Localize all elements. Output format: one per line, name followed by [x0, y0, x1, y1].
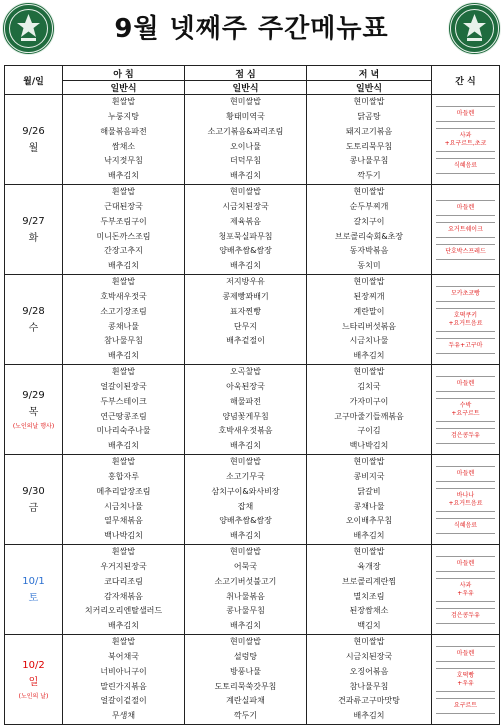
snack-item: 모카초코빵 [436, 286, 495, 302]
dinner-item: 오이배추무침 [345, 516, 393, 526]
snack-cell [432, 455, 500, 545]
day-row [5, 95, 500, 185]
dinner-item: 도토리묵무침 [345, 141, 393, 151]
lunch-item: 더덕무침 [230, 156, 261, 166]
breakfast-item: 근대된장국 [104, 201, 143, 211]
lunch-item: 양배추쌈&쌈장 [219, 516, 272, 526]
dinner-cell [307, 545, 432, 635]
lunch-item: 배추김치 [230, 531, 261, 541]
breakfast-cell [63, 635, 185, 725]
lunch-item: 현미쌀밥 [230, 187, 261, 197]
dinner-item: 배추김치 [353, 531, 385, 541]
snack-cell [432, 275, 500, 365]
weekday-label: 금 [28, 502, 39, 514]
snack-cell [432, 545, 500, 635]
dinner-item: 콩비지국 [353, 471, 385, 481]
dinner-item: 된장찌개 [353, 291, 385, 301]
dinner-item: 콩채나물 [353, 501, 385, 511]
weekly-menu-table [4, 65, 500, 725]
lunch-item: 황태미역국 [226, 111, 265, 121]
snack-item: 바나나 +요거트음료 [436, 488, 495, 512]
snack-item: 마들렌 [436, 376, 495, 392]
lunch-item: 오곡찰밥 [230, 367, 261, 377]
dinner-item: 구이김 [357, 426, 381, 436]
breakfast-item: 메추리알장조림 [96, 486, 151, 496]
snack-item: 검은콩두유 [436, 608, 495, 624]
lunch-item: 콩제빵꽈배기 [222, 291, 269, 301]
logo-right [448, 2, 501, 55]
breakfast-cell [63, 95, 185, 185]
lunch-cell [185, 185, 307, 275]
lunch-item: 제육볶음 [230, 216, 261, 226]
dinner-item: 현미쌀밥 [353, 187, 385, 197]
breakfast-cell [63, 185, 185, 275]
weekday-label: 일 [28, 676, 39, 688]
snack-item: 수박 +요구르트 [436, 398, 495, 422]
dinner-item: 닭곰탕 [357, 111, 381, 121]
lunch-item: 어묵국 [233, 561, 258, 571]
lunch-item: 양배추쌈&쌈장 [219, 246, 272, 256]
date-label: 10/2 [22, 659, 45, 671]
dinner-item: 계란말이 [353, 306, 385, 316]
breakfast-cell [63, 365, 185, 455]
date-cell [5, 455, 63, 545]
day-row [5, 635, 500, 725]
breakfast-item: 배추김치 [108, 621, 139, 631]
day-note: (노인의날 행사) [12, 422, 55, 430]
dinner-item: 멸치조림 [353, 591, 385, 601]
lunch-item: 계란실파채 [226, 696, 265, 706]
snack-cell [432, 635, 500, 725]
breakfast-item: 흰쌀밥 [111, 277, 136, 287]
breakfast-item: 백나박김치 [104, 531, 143, 541]
breakfast-item: 간장고추지 [104, 246, 143, 256]
snack-item: 두유+고구마 [436, 338, 495, 354]
dinner-sub-header: 일반식 [307, 81, 432, 95]
date-label: 9/29 [22, 389, 45, 401]
dinner-item: 동자박볶음 [349, 246, 389, 256]
breakfast-item: 얼갈이겉절이 [100, 696, 147, 706]
dinner-cell [307, 95, 432, 185]
lunch-item [185, 349, 306, 364]
lunch-cell [185, 275, 307, 365]
lunch-item: 도토리묵쑥갓무침 [214, 681, 277, 691]
breakfast-item: 콩채나물 [108, 321, 139, 331]
breakfast-item: 배추김치 [108, 441, 139, 451]
breakfast-item: 미니돈까스조림 [96, 231, 151, 241]
breakfast-cell [63, 545, 185, 635]
breakfast-item: 흰쌀밥 [111, 367, 136, 377]
lunch-item: 호박새우젓볶음 [218, 426, 273, 436]
lunch-item: 취나물볶음 [226, 591, 265, 601]
dinner-item: 백나박김치 [349, 441, 389, 451]
dinner-item: 콩나물무침 [349, 156, 389, 166]
dinner-item: 고구마줄기들깨볶음 [334, 411, 404, 421]
breakfast-item: 쌈채소 [111, 141, 136, 151]
dinner-item: 갈치구이 [353, 216, 385, 226]
dinner-column-header: 저 녁 [307, 66, 432, 81]
day-row [5, 455, 500, 545]
lunch-item: 배추김치 [230, 621, 261, 631]
dinner-item: 배추김치 [353, 711, 385, 721]
emblem-icon [451, 5, 498, 52]
weekday-label: 화 [28, 232, 39, 244]
dinner-item: 현미쌀밥 [353, 277, 385, 287]
lunch-cell [185, 545, 307, 635]
lunch-cell [185, 95, 307, 185]
snack-item: 마들렌 [436, 466, 495, 482]
snack-item: 요거트쉐이크 [436, 222, 495, 238]
day-row [5, 275, 500, 365]
lunch-item: 깍두기 [233, 711, 258, 721]
snack-item: 식혜음료 [436, 158, 495, 174]
breakfast-item: 배추김치 [108, 351, 139, 361]
lunch-item: 현미쌀밥 [230, 547, 261, 557]
breakfast-item: 열무채볶음 [104, 516, 143, 526]
dinner-cell [307, 275, 432, 365]
weekday-label: 수 [28, 322, 39, 334]
snack-cell [432, 95, 500, 185]
breakfast-item: 감자채볶음 [104, 591, 143, 601]
dinner-cell [307, 635, 432, 725]
snack-item: 마들렌 [436, 106, 495, 122]
breakfast-item: 홍합자루 [108, 471, 139, 481]
lunch-cell [185, 455, 307, 545]
lunch-item: 방풍나물 [230, 666, 261, 676]
lunch-item: 청포묵실파무침 [218, 231, 273, 241]
dinner-item: 김치국 [357, 381, 381, 391]
lunch-cell [185, 635, 307, 725]
date-cell [5, 95, 63, 185]
breakfast-item: 미나리숙주나물 [96, 426, 151, 436]
lunch-item: 배추김치 [230, 261, 261, 271]
breakfast-column-header: 아 침 [63, 66, 185, 81]
lunch-item: 삼치구이&와사비장 [211, 486, 280, 496]
dinner-cell [307, 365, 432, 455]
dinner-item: 시금치된장국 [345, 651, 393, 661]
day-row [5, 545, 500, 635]
lunch-item: 배추김치 [230, 171, 261, 181]
dinner-item: 돼지고기볶음 [345, 126, 393, 136]
snack-item: 사과 +요구르트,초코 [436, 128, 495, 152]
breakfast-item: 너비아니구이 [100, 666, 147, 676]
breakfast-item: 참나물무침 [104, 336, 143, 346]
breakfast-item: 치커리오리엔탈샐러드 [84, 606, 163, 616]
breakfast-item: 북어채국 [108, 651, 139, 661]
dinner-item: 브로콜리계란찜 [341, 576, 397, 586]
breakfast-item: 호박새우젓국 [100, 291, 147, 301]
date-label: 9/28 [22, 305, 45, 317]
day-row [5, 185, 500, 275]
dinner-item: 동치미 [357, 261, 381, 271]
weekday-label: 토 [28, 592, 39, 604]
breakfast-item: 두부스테이크 [100, 396, 147, 406]
dinner-item: 가자미구이 [349, 396, 389, 406]
dinner-item: 현미쌀밥 [353, 367, 385, 377]
date-cell [5, 185, 63, 275]
snack-item: 마들렌 [436, 556, 495, 572]
dinner-item: 느타리버섯볶음 [341, 321, 397, 331]
dinner-item: 오징어볶음 [349, 666, 389, 676]
breakfast-cell [63, 275, 185, 365]
snack-item: 식혜음료 [436, 518, 495, 534]
snack-cell [432, 365, 500, 455]
date-label: 9/26 [22, 125, 45, 137]
breakfast-sub-header: 일반식 [63, 81, 185, 95]
breakfast-cell [63, 455, 185, 545]
dinner-item: 닭갈비 [357, 486, 381, 496]
snack-cell [432, 185, 500, 275]
snack-item: 요구르트 [436, 698, 495, 714]
breakfast-item: 흰쌀밥 [111, 187, 136, 197]
dinner-cell [307, 185, 432, 275]
snack-item: 호떡빵 +우유 [436, 668, 495, 692]
lunch-item: 소고기버섯불고기 [214, 576, 277, 586]
breakfast-item: 흰쌀밥 [111, 97, 136, 107]
dinner-item: 깍두기 [357, 171, 381, 181]
snack-item: 마들렌 [436, 646, 495, 662]
menu-body [5, 95, 500, 725]
dinner-item: 브로콜리숙회&초장 [334, 231, 404, 241]
logo-left [2, 2, 55, 55]
lunch-item: 콩나물무침 [226, 606, 265, 616]
dinner-item: 시금치나물 [349, 336, 389, 346]
lunch-item: 소고기무국 [226, 471, 265, 481]
dinner-item: 순두부찌개 [349, 201, 389, 211]
date-cell [5, 365, 63, 455]
dinner-item: 현미쌀밥 [353, 547, 385, 557]
lunch-item: 양념꽃게무침 [222, 411, 269, 421]
lunch-item: 현미쌀밥 [230, 97, 261, 107]
day-note: (노인의 날) [18, 692, 49, 700]
snack-item: 사과 +우유 [436, 578, 495, 602]
breakfast-item: 배추김치 [108, 171, 139, 181]
snack-column-header: 간 식 [432, 66, 500, 95]
dinner-item: 백김치 [357, 621, 381, 631]
breakfast-item: 시금치나물 [104, 501, 143, 511]
breakfast-item: 두부조림구이 [100, 216, 147, 226]
breakfast-item: 무생채 [111, 711, 136, 721]
lunch-cell [185, 365, 307, 455]
breakfast-item: 흰쌀밥 [111, 547, 136, 557]
dinner-item: 육개장 [357, 561, 381, 571]
dinner-cell [307, 455, 432, 545]
dinner-item: 현미쌀밥 [353, 97, 385, 107]
dinner-item: 된장쌈채소 [349, 606, 389, 616]
lunch-item: 배추김치 [230, 441, 261, 451]
lunch-item: 단무지 [233, 321, 258, 331]
snack-item: 호떡쿠키 +요거트음료 [436, 308, 495, 332]
breakfast-item: 누룽지탕 [108, 111, 139, 121]
lunch-sub-header: 일반식 [185, 81, 307, 95]
dinner-item: 현미쌀밥 [353, 457, 385, 467]
breakfast-item: 해물볶음파전 [100, 126, 147, 136]
lunch-item: 아욱된장국 [226, 381, 265, 391]
breakfast-item: 배추김치 [108, 261, 139, 271]
dinner-item: 배추김치 [353, 351, 385, 361]
date-label: 9/27 [22, 215, 45, 227]
breakfast-item: 흰쌀밥 [111, 637, 136, 647]
breakfast-item: 말린가지볶음 [100, 681, 147, 691]
breakfast-item: 우거지된장국 [100, 561, 147, 571]
lunch-item: 표자찐빵 [230, 306, 261, 316]
dinner-item: 현미쌀밥 [353, 637, 385, 647]
breakfast-item: 소고기장조림 [100, 306, 147, 316]
dinner-item: 참나물무침 [349, 681, 389, 691]
date-label: 10/1 [22, 575, 45, 587]
dinner-item: 견과류고구마맛탕 [338, 696, 400, 706]
lunch-item: 해물파전 [230, 396, 261, 406]
date-cell [5, 545, 63, 635]
breakfast-item: 연근땅콩조림 [100, 411, 147, 421]
breakfast-item: 코다리조림 [104, 576, 143, 586]
emblem-icon [5, 5, 52, 52]
lunch-item: 시금치된장국 [222, 201, 269, 211]
day-row [5, 365, 500, 455]
page-title: 9월 넷째주 주간메뉴표 [114, 14, 389, 44]
date-cell [5, 275, 63, 365]
date-cell [5, 635, 63, 725]
lunch-column-header: 점 심 [185, 66, 307, 81]
snack-item: 검은콩두유 [436, 428, 495, 444]
breakfast-item: 낙지젓무침 [104, 156, 143, 166]
lunch-item: 잡채 [237, 501, 254, 511]
date-label: 9/30 [22, 485, 45, 497]
weekday-label: 월 [28, 142, 39, 154]
snack-item: 단호박스프레드 [436, 244, 495, 260]
lunch-item: 현미쌀밥 [230, 457, 261, 467]
snack-item: 마들렌 [436, 200, 495, 216]
lunch-item: 현미쌀밥 [230, 637, 261, 647]
lunch-item: 저지방우유 [226, 277, 265, 287]
lunch-item: 설렁탕 [233, 651, 258, 661]
weekday-label: 목 [28, 406, 39, 418]
breakfast-item: 얼갈이된장국 [100, 381, 147, 391]
date-column-header: 월/일 [5, 66, 63, 95]
breakfast-item: 흰쌀밥 [111, 457, 136, 467]
lunch-item: 소고기볶음&꽈리조림 [207, 126, 284, 136]
lunch-item: 배추겉절이 [226, 336, 265, 346]
lunch-item: 오이나물 [230, 141, 261, 151]
header [0, 0, 503, 58]
